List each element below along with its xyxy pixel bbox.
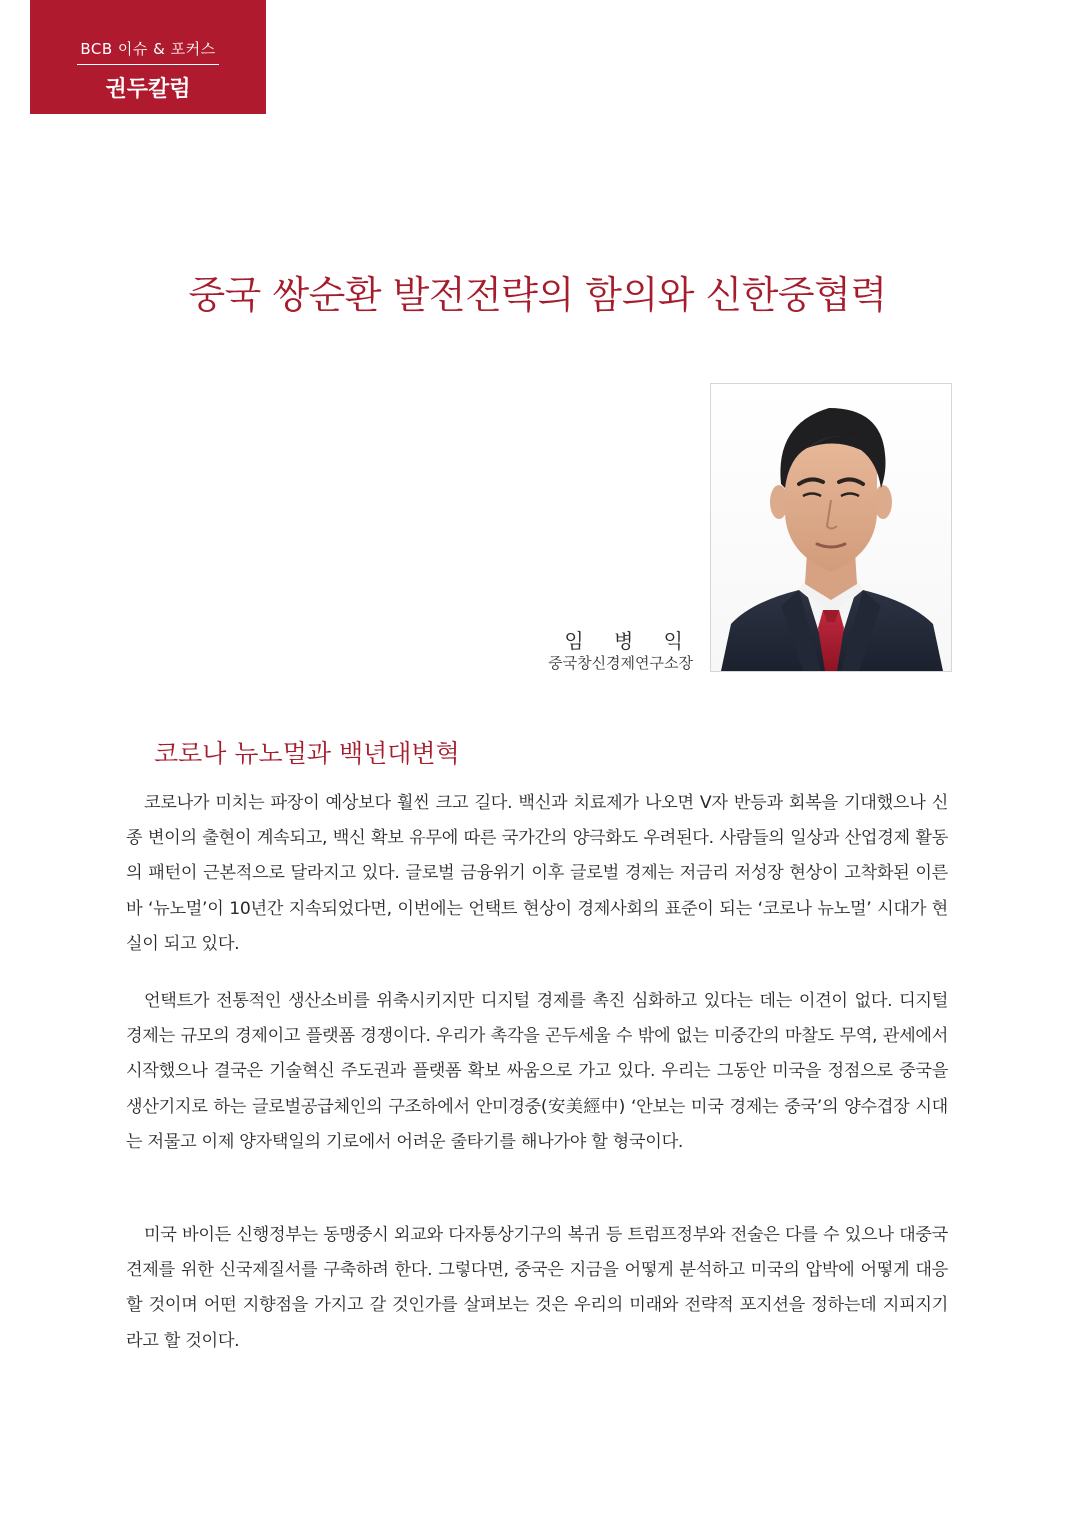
badge-column-label: 권두칼럼 bbox=[105, 77, 191, 102]
section-badge bbox=[30, 0, 266, 114]
author-title: 중국창신경제연구소장 bbox=[548, 654, 693, 672]
author-name: 임 병 익 bbox=[564, 629, 695, 653]
body-paragraph: 언택트가 전통적인 생산소비를 위축시키지만 디지털 경제를 촉진 심화하고 있다는 데는 이견이 없다. 디지털 경제는 규모의 경제이고 플랫폼 경쟁이다. 우리가 촉각을 곤두세울 수 밖에 없는 미중간의 마찰도 무역, 관세에서 시작했으나 결국은 기술혁신 주도권과 플랫폼 확보 싸움으로 가고 있다. 우리는 그동안 미국을 정점으로 중국을 생산기지로 하는 글로벌공급체인의 구조하에서 안미경중(安美經中) ‘안보는 미국 경제는 중국’의 양수겹장 시대는 저물고 이제 양자택일의 기로에서 어려운 줄타기를 해나가야 할 형국이다. bbox=[126, 991, 948, 1152]
author-photo bbox=[710, 383, 952, 672]
badge-category: BCB 이슈 & 포커스 bbox=[80, 40, 216, 58]
article-title: 중국 쌍순환 발전전략의 함의와 신한중협력 bbox=[188, 273, 887, 317]
body-paragraph: 코로나가 미치는 파장이 예상보다 훨씬 크고 길다. 백신과 치료제가 나오면 V자 반등과 회복을 기대했으나 신종 변이의 출현이 계속되고, 백신 확보 유무에 따른 국가간의 양극화도 우려된다. 사람들의 일상과 산업경제 활동의 패턴이 근본적으로 달라지고 있다. 글로벌 금융위기 이후 글로벌 경제는 저금리 저성장 현상이 고착화된 이른바 ‘뉴노멀’이 10년간 지속되었다면, 이번에는 언택트 현상이 경제사회의 표준이 되는 ‘코로나 뉴노멀’ 시대가 현실이 되고 있다. bbox=[126, 793, 948, 954]
badge-divider bbox=[77, 64, 219, 65]
body-paragraph: 미국 바이든 신행정부는 동맹중시 외교와 다자통상기구의 복귀 등 트럼프정부와 전술은 다를 수 있으나 대중국 견제를 위한 신국제질서를 구축하려 한다. 그렇다면, 중국은 지금을 어떻게 분석하고 미국의 압박에 어떻게 대응할 것이며 어떤 지향점을 가지고 갈 것인가를 살펴보는 것은 우리의 미래와 전략적 포지션을 정하는데 지피지기라고 할 것이다. bbox=[126, 1225, 948, 1351]
section-heading: 코로나 뉴노멀과 백년대변혁 bbox=[154, 739, 460, 768]
